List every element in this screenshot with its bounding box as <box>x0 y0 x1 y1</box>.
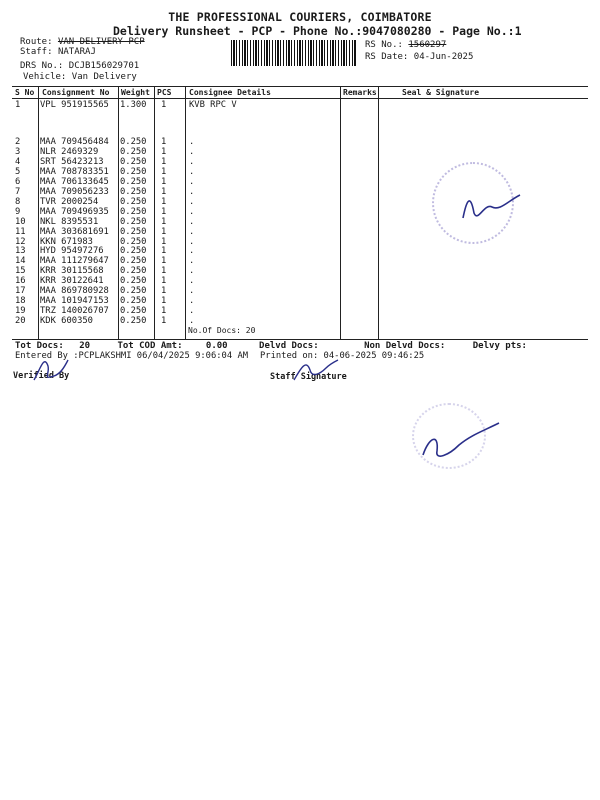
col-header-pcs: PCS <box>157 88 172 97</box>
row-sno: 9 <box>15 206 21 217</box>
row-weight: 0.250 <box>120 146 147 157</box>
row-pcs: 1 <box>161 216 167 227</box>
staff-line <box>20 47 96 57</box>
row-pcs: 1 <box>161 137 167 147</box>
row-pcs: 1 <box>161 256 167 267</box>
row-pcs: 1 <box>161 100 167 110</box>
tot-cod-label: Tot COD Amt: <box>117 341 183 351</box>
row-consignment-no: TRZ 140026707 <box>40 306 109 317</box>
runsheet-subtitle: Delivery Runsheet - PCP - Phone No.:9047080280 - Page No.:1 <box>113 24 522 38</box>
row-weight: 0.250 <box>120 246 147 257</box>
row-pcs: 1 <box>161 296 167 307</box>
row-consignment-no: MAA 111279647 <box>40 256 109 267</box>
row-consignee-details: . <box>189 166 195 177</box>
entered-by: Entered By :PCPLAKSHMI 06/04/2025 9:06:04 AM <box>15 351 249 361</box>
row-consignment-no: MAA 709056233 <box>40 186 109 197</box>
row-consignee-details: . <box>189 186 195 197</box>
row-weight: 0.250 <box>120 176 147 187</box>
row-weight: 0.250 <box>120 256 147 267</box>
row-weight: 0.250 <box>120 276 147 287</box>
row-consignee-details: . <box>189 137 195 147</box>
row-pcs: 1 <box>161 146 167 157</box>
col-header-sno: S No <box>15 88 35 97</box>
verified-by: Verified By <box>13 371 70 381</box>
rs-date-value: 04-Jun-2025 <box>413 52 474 62</box>
row-consignment-no: KRR 30122641 <box>40 276 104 287</box>
row-consignee-details: . <box>189 316 195 327</box>
no-of-docs: No.Of Docs: 20 <box>188 326 256 335</box>
col-divider <box>38 86 39 339</box>
row-weight: 0.250 <box>120 266 147 277</box>
row-consignment-no: KKN 671983 <box>40 236 93 247</box>
row-sno: 4 <box>15 156 21 167</box>
tot-docs-label: Tot Docs: <box>15 341 64 351</box>
row-pcs: 1 <box>161 286 167 297</box>
row-consignment-no: SRT 56423213 <box>40 156 104 167</box>
row-pcs: 1 <box>161 306 167 317</box>
row-weight: 1.300 <box>120 100 147 110</box>
col-header-weight: Weight <box>121 88 150 97</box>
col-divider <box>185 86 186 339</box>
row-consignment-no: KRR 30115568 <box>40 266 104 277</box>
row-weight: 0.250 <box>120 216 147 227</box>
row-sno: 16 <box>15 276 26 287</box>
row-pcs: 1 <box>161 316 167 327</box>
row-sno: 10 <box>15 216 26 227</box>
row-pcs: 1 <box>161 156 167 167</box>
printed-on: Printed on: 04-06-2025 09:46:25 <box>260 351 425 361</box>
row-pcs: 1 <box>161 196 167 207</box>
row-consignment-no: VPL 951915565 <box>40 100 109 110</box>
row-consignment-no: MAA 303681691 <box>40 226 109 237</box>
row-sno: 5 <box>15 166 21 177</box>
row-weight: 0.250 <box>120 316 147 327</box>
row-weight: 0.250 <box>120 166 147 177</box>
row-consignee-details: . <box>189 226 195 237</box>
route-line <box>20 37 145 47</box>
col-header-remarks: Remarks <box>343 88 377 97</box>
row-sno: 19 <box>15 306 26 317</box>
rs-no-line <box>365 40 446 50</box>
col-divider <box>118 86 119 339</box>
row-consignee-details: . <box>189 306 195 317</box>
drs-value: DCJB156029701 <box>68 61 140 71</box>
row-weight: 0.250 <box>120 296 147 307</box>
row-consignment-no: NLR 2469329 <box>40 146 99 157</box>
drs-line <box>20 61 139 71</box>
row-weight: 0.250 <box>120 196 147 207</box>
signature-top <box>458 183 528 228</box>
row-weight: 0.250 <box>120 286 147 297</box>
row-pcs: 1 <box>161 206 167 217</box>
delvy-pts-label: Delvy pts: <box>472 341 527 351</box>
route-label: Route: <box>20 37 53 47</box>
row-consignment-no: MAA 709496935 <box>40 206 109 217</box>
col-divider <box>154 86 155 339</box>
barcode <box>231 40 357 66</box>
row-sno: 8 <box>15 196 21 207</box>
tot-docs-value: 20 <box>79 341 91 351</box>
staff-label: Staff: <box>20 47 53 57</box>
row-weight: 0.250 <box>120 137 147 147</box>
row-consignment-no: MAA 708783351 <box>40 166 109 177</box>
row-pcs: 1 <box>161 246 167 257</box>
col-divider <box>378 86 379 339</box>
rs-no-value: 1560297 <box>408 40 447 50</box>
drs-label: DRS No.: <box>20 61 64 71</box>
row-sno: 11 <box>15 226 26 237</box>
row-sno: 1 <box>15 100 21 110</box>
row-sno: 3 <box>15 146 21 157</box>
vehicle-line <box>23 72 137 82</box>
row-consignee-details: KVB RPC V <box>189 100 237 110</box>
row-consignee-details: . <box>189 246 195 257</box>
row-consignee-details: . <box>189 296 195 307</box>
row-pcs: 1 <box>161 186 167 197</box>
totals-line <box>15 341 527 351</box>
row-consignee-details: . <box>189 236 195 247</box>
rs-no-label: RS No.: <box>365 40 403 50</box>
row-weight: 0.250 <box>120 236 147 247</box>
row-sno: 17 <box>15 286 26 297</box>
table-header-border <box>12 98 588 99</box>
row-weight: 0.250 <box>120 206 147 217</box>
row-sno: 14 <box>15 256 26 267</box>
row-pcs: 1 <box>161 226 167 237</box>
staff-signature-label: Staff Signature <box>270 372 347 382</box>
signature-verified <box>30 350 70 386</box>
row-pcs: 1 <box>161 276 167 287</box>
row-sno: 7 <box>15 186 21 197</box>
company-title: THE PROFESSIONAL COURIERS, COIMBATORE <box>168 10 432 24</box>
row-pcs: 1 <box>161 166 167 177</box>
row-consignee-details: . <box>189 156 195 167</box>
rs-date-line <box>365 52 473 62</box>
non-delvd-docs-label: Non Delvd Docs: <box>364 341 446 351</box>
row-sno: 15 <box>15 266 26 277</box>
col-header-consignment: Consignment No <box>42 88 110 97</box>
row-sno: 2 <box>15 137 21 147</box>
col-header-seal-signature: Seal & Signature <box>402 88 480 97</box>
row-sno: 6 <box>15 176 21 187</box>
row-weight: 0.250 <box>120 156 147 167</box>
rs-date-label: RS Date: <box>365 52 409 62</box>
table-top-border <box>12 86 588 87</box>
row-weight: 0.250 <box>120 186 147 197</box>
row-pcs: 1 <box>161 266 167 277</box>
row-pcs: 1 <box>161 236 167 247</box>
row-consignee-details: . <box>189 196 195 207</box>
row-consignee-details: . <box>189 206 195 217</box>
row-consignee-details: . <box>189 286 195 297</box>
row-consignment-no: KDK 600350 <box>40 316 93 327</box>
row-weight: 0.250 <box>120 306 147 317</box>
row-consignment-no: MAA 869780928 <box>40 286 109 297</box>
row-consignee-details: . <box>189 216 195 227</box>
row-consignment-no: NKL 8395531 <box>40 216 99 227</box>
route-value: VAN DELIVERY PCP <box>57 37 145 47</box>
vehicle-label: Vehicle: <box>23 72 67 82</box>
row-consignment-no: MAA 706133645 <box>40 176 109 187</box>
tot-cod-value: 0.00 <box>205 341 228 351</box>
row-sno: 18 <box>15 296 26 307</box>
row-weight: 0.250 <box>120 226 147 237</box>
vehicle-value: Van Delivery <box>71 72 137 82</box>
row-consignment-no: TVR 2000254 <box>40 196 99 207</box>
signature-bottom <box>415 415 505 465</box>
staff-value: NATARAJ <box>57 47 96 57</box>
row-pcs: 1 <box>161 176 167 187</box>
row-consignment-no: HYD 95497276 <box>40 246 104 257</box>
row-sno: 20 <box>15 316 26 327</box>
signature-staff <box>290 352 340 386</box>
row-consignment-no: MAA 101947153 <box>40 296 109 307</box>
row-consignee-details: . <box>189 266 195 277</box>
row-consignee-details: . <box>189 176 195 187</box>
row-consignment-no: MAA 709456484 <box>40 137 109 147</box>
row-consignee-details: . <box>189 276 195 287</box>
row-consignee-details: . <box>189 256 195 267</box>
row-consignee-details: . <box>189 146 195 157</box>
col-divider <box>340 86 341 339</box>
row-sno: 13 <box>15 246 26 257</box>
table-bottom-border <box>12 339 588 340</box>
delvd-docs-label: Delvd Docs: <box>259 341 319 351</box>
row-sno: 12 <box>15 236 26 247</box>
col-header-consignee: Consignee Details <box>189 88 271 97</box>
